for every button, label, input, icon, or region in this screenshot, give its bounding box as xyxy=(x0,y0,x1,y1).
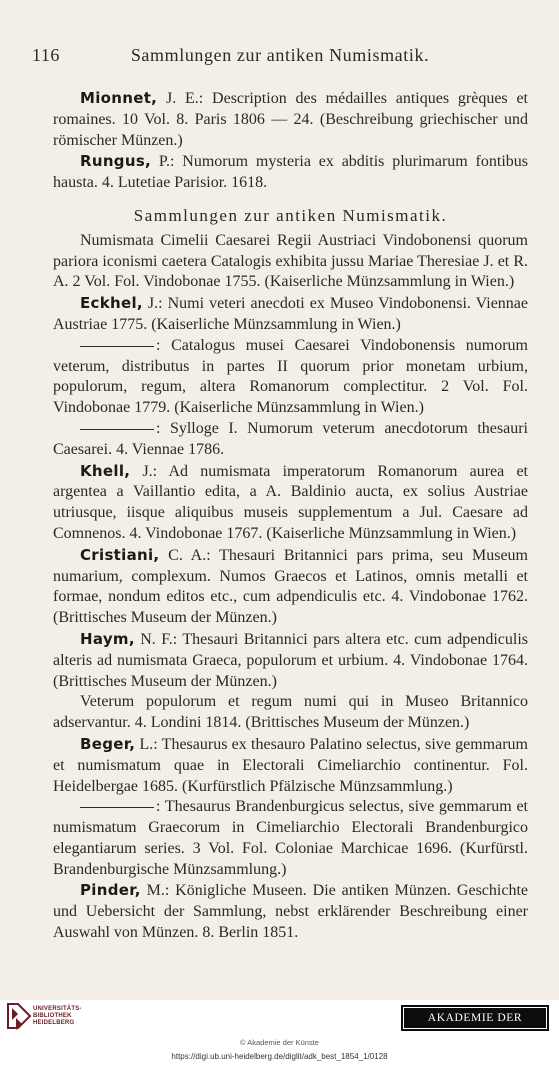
bibliography-entry xyxy=(53,88,528,151)
bibliography-entry xyxy=(53,231,528,293)
bibliography-entry xyxy=(53,461,528,545)
entry-author: Rungus, xyxy=(80,152,152,171)
bibliography-entry xyxy=(53,419,528,461)
bibliography-entry xyxy=(53,692,528,734)
entry-author: Haym, xyxy=(80,629,135,648)
entry-text: J.: Ad numismata imperatorum Romanorum aurea et argentea a Vaillantio edita, a A. Baldinio aucta, ex solius Austriae utriusque, iisque aliquibus museis supplementum a Jul. Caesare ad Comnenos. 4. Vindobonae 1767. (Kaiserliche Münzsammlung in Wien.) xyxy=(53,462,528,542)
ditto-dash xyxy=(80,429,154,430)
entry-text: Veterum populorum et regum numi qui in Museo Britannico adservantur. 4. Londini 1814. (Brittisches Museum der Münzen.) xyxy=(53,693,528,732)
entries-after-heading xyxy=(53,231,528,944)
bibliography-entry xyxy=(53,293,528,336)
library-name-line: HEIDELBERG xyxy=(33,1020,75,1026)
entry-text: : Sylloge I. Numorum veterum anecdotorum thesauri Caesarei. 4. Viennae 1786. xyxy=(53,419,528,458)
entry-author: Mionnet, xyxy=(80,89,158,107)
library-name-line: UNIVERSITÄTS- xyxy=(33,1006,82,1012)
entry-text: J.: Numi veteri anecdoti ex Museo Vindobonensi. Viennae Austriae 1775. (Kaiserliche Münzsammlung in Wien.) xyxy=(53,295,528,333)
library-logo-icon[interactable] xyxy=(6,1002,32,1032)
entry-text: C. A.: Thesauri Britannici pars prima, seu Museum numarium, complexum. Numos Graecos et Latinos, omnis metalli et formae, nondum editos etc., cum adpendiculis etc. 4. Vindobonae 1762. (Brittisches Museum der Münzen.) xyxy=(53,546,528,627)
bibliography-entry xyxy=(53,797,528,880)
entry-author: Beger, xyxy=(80,734,136,753)
akademie-logo[interactable] xyxy=(401,1005,549,1044)
running-title: Sammlungen zur antiken Numismatik. xyxy=(130,45,430,65)
entry-author: Cristiani, xyxy=(80,545,160,564)
entry-text: J. E.: Description des médailles antiques grèques et romaines. 10 Vol. 8. Paris 1806 — 24. (Beschreibung griechischer und römischer Münzen.) xyxy=(53,90,528,149)
library-name[interactable] xyxy=(33,1006,82,1027)
entry-text: Numismata Cimelii Caesarei Regii Austriaci Vindobonensi quorum pariora iconismi caetera Catalogis exhibita jussu Mariae Theresiae J. et R. A. 2 Vol. Fol. Vindobonae 1755. (Kaiserliche Münzsammlung in Wien.) xyxy=(53,231,528,291)
entry-text: N. F.: Thesauri Britannici pars altera etc. cum adpendiculis alteris ad numismata Graeca, populorum et urbium. 4. Vindobonae 1764. (Brittisches Museum der Münzen.) xyxy=(53,630,528,690)
ditto-dash xyxy=(80,807,154,808)
library-name-line: BIBLIOTHEK xyxy=(33,1013,72,1019)
entry-author: Eckhel, xyxy=(80,294,143,313)
entries-before-heading xyxy=(53,88,528,194)
entry-text: : Thesaurus Brandenburgicus selectus, sive gemmarum et numismatum Graecorum in Cimeliarchio Electorali Brandenburgico elegantiarum series. 3 Vol. Fol. Coloniae Marchicae 1696. (Kurfürstl. Brandenburgische Münzsammlung.) xyxy=(53,798,528,878)
running-head xyxy=(32,45,528,77)
entry-text: P.: Numorum mysteria ex abditis plurimarum fontibus hausta. 4. Lutetiae Parisior. 1618. xyxy=(53,153,528,192)
copyright-notice: © Akademie der Künste xyxy=(240,1038,319,1047)
bibliography-entry xyxy=(53,734,528,797)
entry-text: : Catalogus musei Caesarei Vindobonensis numorum veterum, distributus in partes II quorum prior monetam urbium, populorum, regum, altera Romanorum complectitur. 2 Vol. Fol. Vindobonae 1779. (Kaiserliche Münzsammlung in Wien.) xyxy=(53,336,528,417)
ditto-dash xyxy=(80,346,154,347)
bibliography-entry xyxy=(53,151,528,194)
bibliography-entry xyxy=(53,545,528,629)
entry-text: M.: Königliche Museen. Die antiken Münzen. Geschichte und Uebersicht der Sammlung, nebst erklärender Beschreibung einer Auswahl von Münzen. 8. Berlin 1851. xyxy=(53,882,528,942)
page-number: 116 xyxy=(32,45,60,65)
bibliography-entry xyxy=(53,629,528,692)
bibliography-entry xyxy=(53,880,528,943)
akademie-logo-label: AKADEMIE DER KÜNSTE xyxy=(403,1007,547,1029)
entry-author: Khell, xyxy=(80,461,131,480)
source-url-link[interactable]: https://digi.ub.uni-heidelberg.de/diglit/adk_best_1854_1/0128 xyxy=(171,1052,388,1061)
entry-text: L.: Thesaurus ex thesauro Palatino selectus, sive gemmarum et numismatum quae in Electorali Cimeliarchio continentur. Fol. Heidelbergae 1685. (Kurfürstlich Pfälzische Münzsammlung.) xyxy=(53,735,528,795)
bibliography-text xyxy=(53,88,528,944)
bibliography-entry xyxy=(53,336,528,419)
entry-author: Pinder, xyxy=(80,881,141,900)
section-heading: Sammlungen zur antiken Numismatik. xyxy=(133,205,448,225)
